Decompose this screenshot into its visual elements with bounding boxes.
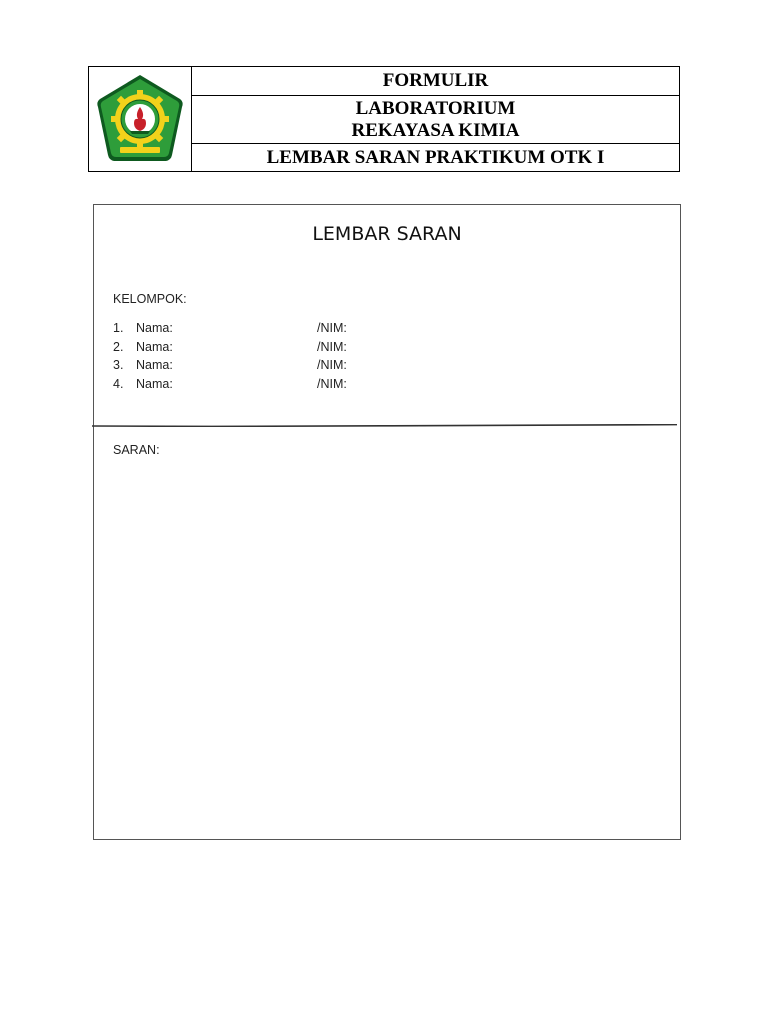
name-field-label: Nama:: [136, 339, 173, 354]
list-item: [113, 321, 613, 340]
list-item: [113, 377, 613, 396]
suggestion-form-box: [93, 204, 681, 840]
logo-cell: [89, 67, 192, 172]
form-title: FORMULIR: [192, 67, 680, 96]
section-divider: [92, 424, 677, 427]
suggestion-label: SARAN:: [113, 443, 160, 457]
member-list: [113, 321, 613, 395]
lab-name-line1: LABORATORIUM: [355, 97, 516, 119]
member-number: 3.: [113, 358, 124, 372]
nim-field-label: /NIM:: [317, 321, 347, 335]
nim-field-label: /NIM:: [317, 339, 347, 354]
name-field-label: Nama:: [136, 358, 173, 372]
sheet-title: LEMBAR SARAN: [312, 223, 462, 245]
university-emblem-icon: [94, 71, 186, 167]
member-number: 2.: [113, 339, 124, 354]
name-field-label: Nama:: [136, 321, 173, 335]
nim-field-label: /NIM:: [317, 376, 347, 391]
lab-name-line2: REKAYASA KIMIA: [351, 119, 520, 141]
lab-name-cell: [192, 96, 680, 144]
member-number: 4.: [113, 376, 124, 391]
form-subtitle: LEMBAR SARAN PRAKTIKUM OTK I: [192, 144, 680, 172]
list-item: [113, 358, 613, 377]
member-number: 1.: [113, 321, 124, 335]
group-label: KELOMPOK:: [113, 292, 187, 306]
nim-field-label: /NIM:: [317, 358, 347, 372]
name-field-label: Nama:: [136, 376, 173, 391]
form-header-table: [88, 66, 680, 172]
list-item: [113, 340, 613, 359]
